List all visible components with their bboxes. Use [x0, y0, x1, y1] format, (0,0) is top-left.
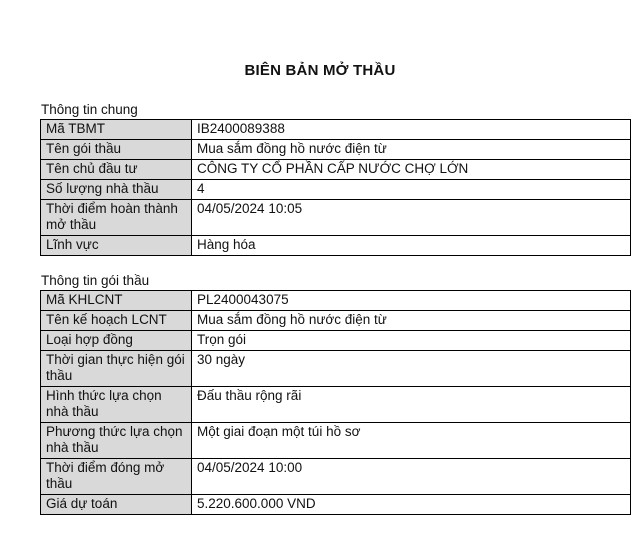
field-value: IB2400089388 — [192, 120, 631, 140]
field-label: Số lượng nhà thầu — [41, 180, 192, 200]
table-row — [41, 311, 631, 331]
field-label: Loại hợp đồng — [41, 331, 192, 351]
table-row — [41, 387, 631, 423]
field-value: Hàng hóa — [192, 236, 631, 256]
field-value: 04/05/2024 10:05 — [192, 200, 631, 236]
field-value: Đấu thầu rộng rãi — [192, 387, 631, 423]
field-value: 30 ngày — [192, 351, 631, 387]
field-label: Lĩnh vực — [41, 236, 192, 256]
table-row — [41, 140, 631, 160]
table-row — [41, 423, 631, 459]
table-row — [41, 291, 631, 311]
field-label: Giá dự toán — [41, 495, 192, 515]
field-value: 04/05/2024 10:00 — [192, 459, 631, 495]
field-label: Tên kế hoạch LCNT — [41, 311, 192, 331]
table-row — [41, 459, 631, 495]
table-row — [41, 200, 631, 236]
table-row — [41, 331, 631, 351]
field-value: Một giai đoạn một túi hồ sơ — [192, 423, 631, 459]
table-row — [41, 495, 631, 515]
table-row — [41, 160, 631, 180]
field-label: Phương thức lựa chọn nhà thầu — [41, 423, 192, 459]
document-title: BIÊN BẢN MỞ THẦU — [244, 62, 396, 79]
table-row — [41, 351, 631, 387]
field-label: Thời điểm hoàn thành mở thầu — [41, 200, 192, 236]
field-label: Thời điểm đóng mở thầu — [41, 459, 192, 495]
field-value: Mua sắm đồng hồ nước điện từ — [192, 140, 631, 160]
field-value: Trọn gói — [192, 331, 631, 351]
table-row — [41, 236, 631, 256]
field-value: PL2400043075 — [192, 291, 631, 311]
field-value: 4 — [192, 180, 631, 200]
field-label: Mã KHLCNT — [41, 291, 192, 311]
field-label: Tên gói thầu — [41, 140, 192, 160]
table-row — [41, 120, 631, 140]
field-label: Hình thức lựa chọn nhà thầu — [41, 387, 192, 423]
package-info-table — [40, 290, 631, 515]
general-info-table — [40, 119, 631, 256]
field-value: CÔNG TY CỔ PHẦN CẤP NƯỚC CHỢ LỚN — [192, 160, 631, 180]
section-label-general: Thông tin chung — [41, 102, 138, 117]
section-label-package: Thông tin gói thầu — [41, 273, 150, 288]
field-label: Thời gian thực hiện gói thầu — [41, 351, 192, 387]
field-value: 5.220.600.000 VND — [192, 495, 631, 515]
field-label: Tên chủ đầu tư — [41, 160, 192, 180]
field-value: Mua sắm đồng hồ nước điện từ — [192, 311, 631, 331]
table-row — [41, 180, 631, 200]
field-label: Mã TBMT — [41, 120, 192, 140]
